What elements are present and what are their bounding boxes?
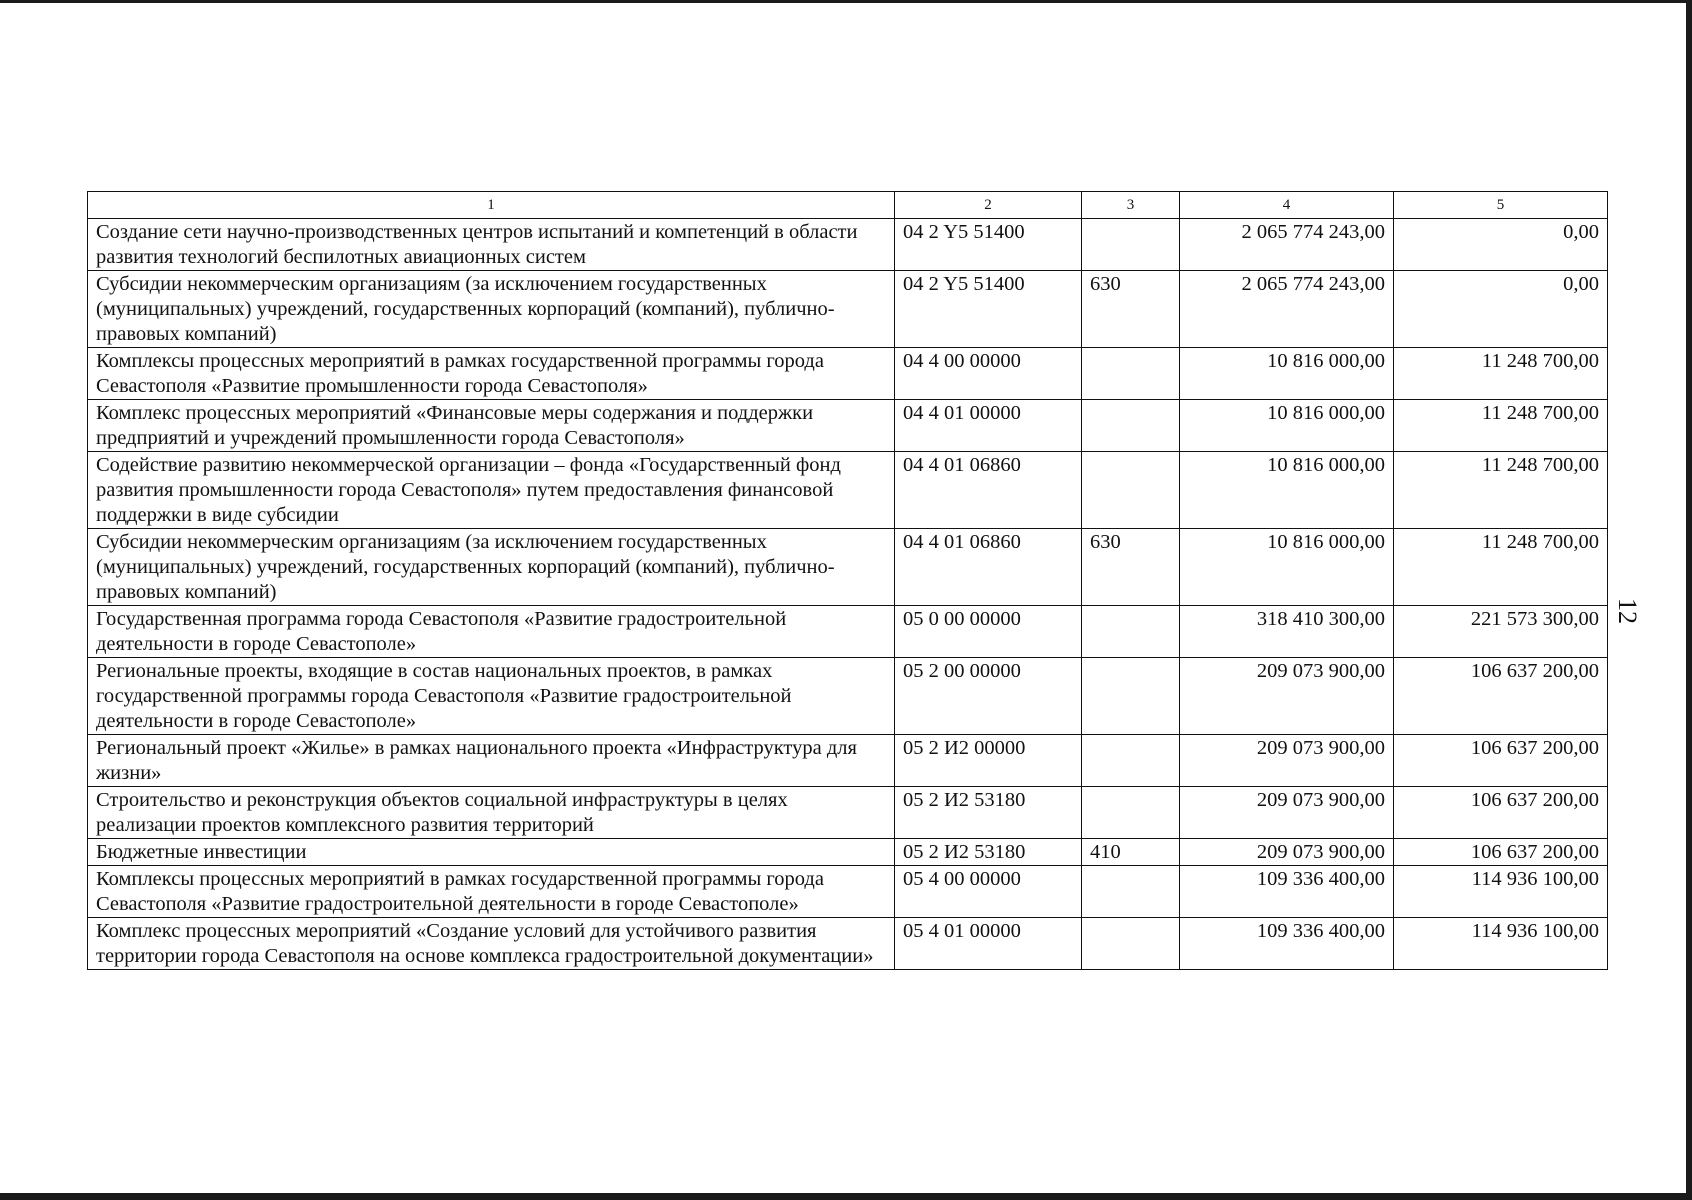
row-code-cell: 05 2 И2 53180 [895, 839, 1082, 866]
row-value-col5-cell: 114 936 100,00 [1394, 918, 1608, 970]
row-value-col5-cell: 11 248 700,00 [1394, 400, 1608, 452]
row-value-col5-cell: 0,00 [1394, 271, 1608, 348]
row-code-cell: 04 2 Y5 51400 [895, 271, 1082, 348]
table-row [88, 219, 1608, 271]
row-value-col5-cell: 11 248 700,00 [1394, 529, 1608, 606]
row-value-col4-cell: 10 816 000,00 [1180, 400, 1394, 452]
row-type-cell [1082, 658, 1180, 735]
header-row [88, 192, 1608, 219]
row-value-col4-cell: 109 336 400,00 [1180, 866, 1394, 918]
row-name-cell: Комплексы процессных мероприятий в рамках государственной программы города Севастополя «Развитие промышленности города Севастополя» [88, 348, 895, 400]
row-value-col5-cell: 114 936 100,00 [1394, 866, 1608, 918]
row-value-col4-cell: 10 816 000,00 [1180, 529, 1394, 606]
table-row [88, 452, 1608, 529]
table-row [88, 839, 1608, 866]
row-value-col4-cell: 109 336 400,00 [1180, 918, 1394, 970]
row-value-col4-cell: 2 065 774 243,00 [1180, 219, 1394, 271]
row-value-col5-cell: 106 637 200,00 [1394, 787, 1608, 839]
row-type-cell [1082, 400, 1180, 452]
row-value-col5-cell: 106 637 200,00 [1394, 839, 1608, 866]
row-code-cell: 05 2 00 00000 [895, 658, 1082, 735]
row-name-cell: Государственная программа города Севастополя «Развитие градостроительной деятельности в городе Севастополе» [88, 606, 895, 658]
row-name-cell: Комплексы процессных мероприятий в рамках государственной программы города Севастополя «Развитие градостроительной деятельности в городе Севастополе» [88, 866, 895, 918]
row-code-cell: 05 2 И2 00000 [895, 735, 1082, 787]
row-code-cell: 04 2 Y5 51400 [895, 219, 1082, 271]
column-header-4: 4 [1180, 192, 1394, 219]
table-row [88, 271, 1608, 348]
row-name-cell: Строительство и реконструкция объектов социальной инфраструктуры в целях реализации проектов комплексного развития территорий [88, 787, 895, 839]
row-code-cell: 05 0 00 00000 [895, 606, 1082, 658]
row-type-cell: 630 [1082, 529, 1180, 606]
row-type-cell [1082, 219, 1180, 271]
row-value-col4-cell: 2 065 774 243,00 [1180, 271, 1394, 348]
column-header-5: 5 [1394, 192, 1608, 219]
row-code-cell: 05 4 00 00000 [895, 866, 1082, 918]
row-name-cell: Содействие развитию некоммерческой организации – фонда «Государственный фонд развития промышленности города Севастополя» путем предоставления финансовой поддержки в виде субсидии [88, 452, 895, 529]
table-row [88, 348, 1608, 400]
scan-edge-top [0, 0, 1692, 3]
row-value-col4-cell: 318 410 300,00 [1180, 606, 1394, 658]
row-type-cell: 410 [1082, 839, 1180, 866]
row-code-cell: 04 4 01 06860 [895, 529, 1082, 606]
column-header-1: 1 [88, 192, 895, 219]
row-code-cell: 05 2 И2 53180 [895, 787, 1082, 839]
row-type-cell [1082, 918, 1180, 970]
table-body [88, 219, 1608, 970]
row-name-cell: Региональные проекты, входящие в состав национальных проектов, в рамках государственной программы города Севастополя «Развитие градостроительной деятельности в городе Севастополе» [88, 658, 895, 735]
row-name-cell: Комплекс процессных мероприятий «Создание условий для устойчивого развития территории города Севастополя на основе комплекса градостроительной документации» [88, 918, 895, 970]
scan-edge-bottom [0, 1193, 1692, 1200]
row-value-col5-cell: 106 637 200,00 [1394, 658, 1608, 735]
row-code-cell: 04 4 01 06860 [895, 452, 1082, 529]
row-value-col5-cell: 221 573 300,00 [1394, 606, 1608, 658]
row-value-col5-cell: 106 637 200,00 [1394, 735, 1608, 787]
row-type-cell [1082, 606, 1180, 658]
row-value-col5-cell: 0,00 [1394, 219, 1608, 271]
row-value-col5-cell: 11 248 700,00 [1394, 452, 1608, 529]
table-row [88, 529, 1608, 606]
row-code-cell: 04 4 01 00000 [895, 400, 1082, 452]
table-row [88, 866, 1608, 918]
table-row [88, 658, 1608, 735]
table-row [88, 787, 1608, 839]
row-name-cell: Региональный проект «Жилье» в рамках национального проекта «Инфраструктура для жизни» [88, 735, 895, 787]
row-value-col4-cell: 209 073 900,00 [1180, 658, 1394, 735]
row-name-cell: Субсидии некоммерческим организациям (за исключением государственных (муниципальных) учреждений, государственных корпораций (компаний), публично-правовых компаний) [88, 271, 895, 348]
row-type-cell [1082, 787, 1180, 839]
row-type-cell [1082, 735, 1180, 787]
row-type-cell [1082, 866, 1180, 918]
row-value-col4-cell: 209 073 900,00 [1180, 839, 1394, 866]
table-row [88, 918, 1608, 970]
row-value-col4-cell: 209 073 900,00 [1180, 787, 1394, 839]
row-name-cell: Комплекс процессных мероприятий «Финансовые меры содержания и поддержки предприятий и учреждений промышленности города Севастополя» [88, 400, 895, 452]
column-header-2: 2 [895, 192, 1082, 219]
row-type-cell [1082, 452, 1180, 529]
row-value-col5-cell: 11 248 700,00 [1394, 348, 1608, 400]
row-code-cell: 04 4 00 00000 [895, 348, 1082, 400]
row-type-cell: 630 [1082, 271, 1180, 348]
row-value-col4-cell: 209 073 900,00 [1180, 735, 1394, 787]
row-name-cell: Субсидии некоммерческим организациям (за исключением государственных (муниципальных) учреждений, государственных корпораций (компаний), публично-правовых компаний) [88, 529, 895, 606]
row-name-cell: Создание сети научно-производственных центров испытаний и компетенций в области развития технологий беспилотных авиационных систем [88, 219, 895, 271]
table-row [88, 735, 1608, 787]
scan-edge-right [1686, 0, 1692, 1200]
row-code-cell: 05 4 01 00000 [895, 918, 1082, 970]
row-value-col4-cell: 10 816 000,00 [1180, 452, 1394, 529]
row-value-col4-cell: 10 816 000,00 [1180, 348, 1394, 400]
row-type-cell [1082, 348, 1180, 400]
page-number: 12 [1613, 598, 1642, 624]
table-row [88, 400, 1608, 452]
budget-table [87, 191, 1608, 970]
row-name-cell: Бюджетные инвестиции [88, 839, 895, 866]
column-header-3: 3 [1082, 192, 1180, 219]
table-row [88, 606, 1608, 658]
